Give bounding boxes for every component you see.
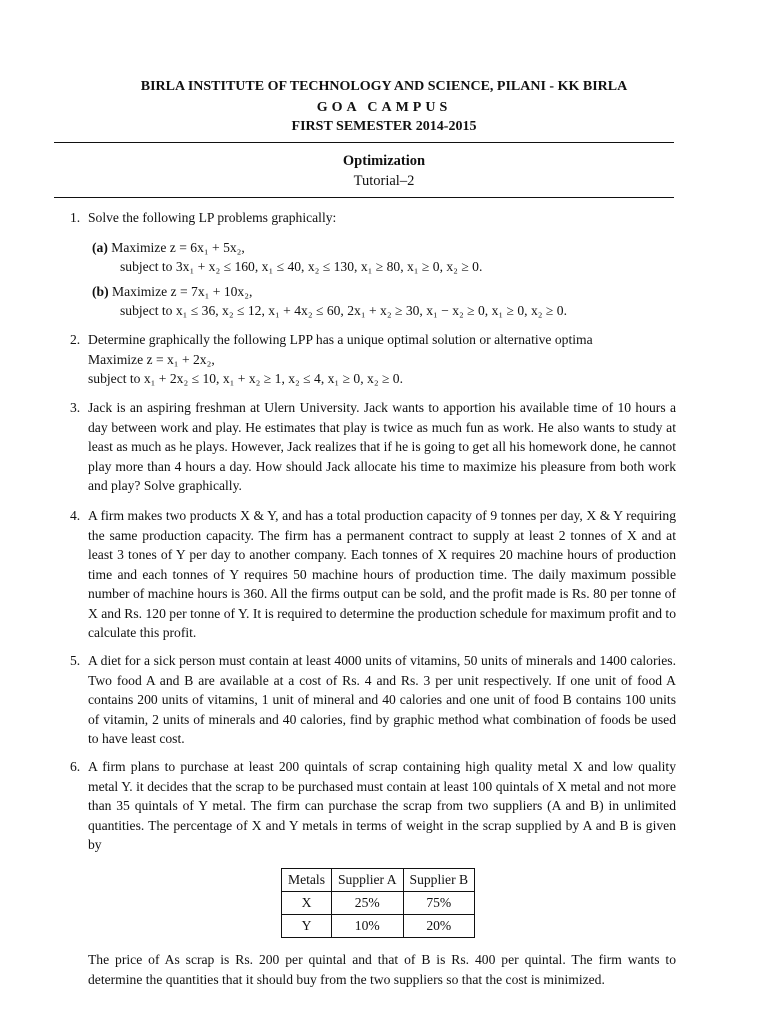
question-6-continuation: The price of As scrap is Rs. 200 per quintal and that of B is Rs. 400 per quintal. The firm wants to determine the quantities that it should buy from the two suppliers so that the cost is minimized. <box>88 952 676 987</box>
table-header-cell: Metals <box>282 869 332 892</box>
table-cell: X <box>282 892 332 915</box>
part-label: (b) <box>92 284 109 299</box>
question-text: A diet for a sick person must contain at least 4000 units of vitamins, 50 units of minerals and 1400 calories. Two food A and B are available at a cost of Rs. 4 and Rs. 3 per unit respectively. If one unit of food A contains 200 units of vitamins, 1 unit of mineral and 40 calories and one unit of food B contains 100 units of vitamin, 2 units of minerals and 40 calories, find by graphic method what combination of foods be used to have least cost. <box>88 653 676 746</box>
question-body <box>88 330 676 389</box>
question-number: 4. <box>70 508 81 523</box>
part-label: (a) <box>92 240 108 255</box>
q1-part-b-constraints: subject to x₁ ≤ 36, x₂ ≤ 12, x₁ + 4x₂ ≤ 60, 2x₁ + x₂ ≥ 30, x₁ − x₂ ≥ 0, x₁ ≥ 0, x₂ ≥ 0. <box>120 303 567 318</box>
question-number: 1. <box>70 210 81 225</box>
table-row <box>282 915 475 938</box>
table-row <box>282 892 475 915</box>
table-cell: Y <box>282 915 332 938</box>
question-text: A firm makes two products X & Y, and has a total production capacity of 9 tonnes per day, X & Y requiring the same production capacity. The firm has a permanent contract to supply at least 2 tonnes of X and at least 3 tones of Y per day to another company. Each tonnes of X requires 20 machine hours of production time and each tonnes of Y requires 50 machine hours of production time. The daily maximum possible number of machine hours is 360. All the firms output can be sold, and the profit made is Rs. 80 per tonne of X and Rs. 120 per tonne of Y. It is required to determine the production schedule for maximum profit and to calculate this profit. <box>88 508 676 640</box>
question-number: 3. <box>70 400 81 415</box>
metals-table <box>281 868 475 938</box>
table-cell: 20% <box>403 915 475 938</box>
q1-part-b-objective <box>92 282 252 302</box>
campus-name: GOA CAMPUS <box>316 100 452 115</box>
tutorial-subtitle: Tutorial–2 <box>353 173 415 189</box>
table-cell: 25% <box>332 892 404 915</box>
question-4 <box>70 506 676 643</box>
objective: Maximize z = 6x₁ + 5x₂, <box>111 240 245 255</box>
question-text: Solve the following LP problems graphically: <box>88 210 337 225</box>
course-title: Optimization <box>342 153 426 169</box>
header-bottom-rule <box>54 197 674 198</box>
table-cell: 10% <box>332 915 404 938</box>
question-text: Jack is an aspiring freshman at Ulern University. Jack wants to apportion his available time of 10 hours a day between work and play. He estimates that play is twice as much fun as work. He also wants to study at least as much as he plays. However, Jack realizes that if he is going to get all his homework done, he cannot play more than 4 hours a day. How should Jack allocate his time to maximize his pleasure from both work and play? Solve graphically. <box>88 400 676 493</box>
question-number: 5. <box>70 653 81 668</box>
objective: Maximize z = x₁ + 2x₂, <box>88 351 215 367</box>
question-5 <box>70 651 676 749</box>
question-2 <box>70 330 676 389</box>
question-3 <box>70 398 676 496</box>
table-cell: 75% <box>403 892 475 915</box>
q1-part-a-objective <box>92 238 245 258</box>
question-1 <box>70 208 676 228</box>
question-number: 2. <box>70 332 81 347</box>
institute-name: BIRLA INSTITUTE OF TECHNOLOGY AND SCIENCE, PILANI - KK BIRLA <box>140 79 628 94</box>
question-text: Determine graphically the following LPP has a unique optimal solution or alternative optima <box>88 332 593 347</box>
table-header-cell: Supplier A <box>332 869 404 892</box>
semester: FIRST SEMESTER 2014-2015 <box>291 119 477 134</box>
top-rule <box>54 142 674 143</box>
question-number: 6. <box>70 759 81 774</box>
constraints: subject to x₁ + 2x₂ ≤ 10, x₁ + x₂ ≥ 1, x₂ ≤ 4, x₁ ≥ 0, x₂ ≥ 0. <box>88 371 404 386</box>
q1-part-a-constraints: subject to 3x₁ + x₂ ≤ 160, x₁ ≤ 40, x₂ ≤ 130, x₁ ≥ 80, x₁ ≥ 0, x₂ ≥ 0. <box>120 259 483 274</box>
table-header-cell: Supplier B <box>403 869 475 892</box>
question-6 <box>70 757 676 855</box>
objective: Maximize z = 7x₁ + 10x₂, <box>112 284 253 299</box>
table-header-row <box>282 869 475 892</box>
question-text: A firm plans to purchase at least 200 quintals of scrap containing high quality metal X and low quality metal Y. it decides that the scrap to be purchased must contain at least 100 quintals of X metal and not more than 35 quintals of Y metal. The firm can purchase the scrap from two suppliers (A and B) in unlimited quantities. The percentage of X and Y metals in terms of weight in the scrap supplied by A and B is given by <box>88 759 676 852</box>
